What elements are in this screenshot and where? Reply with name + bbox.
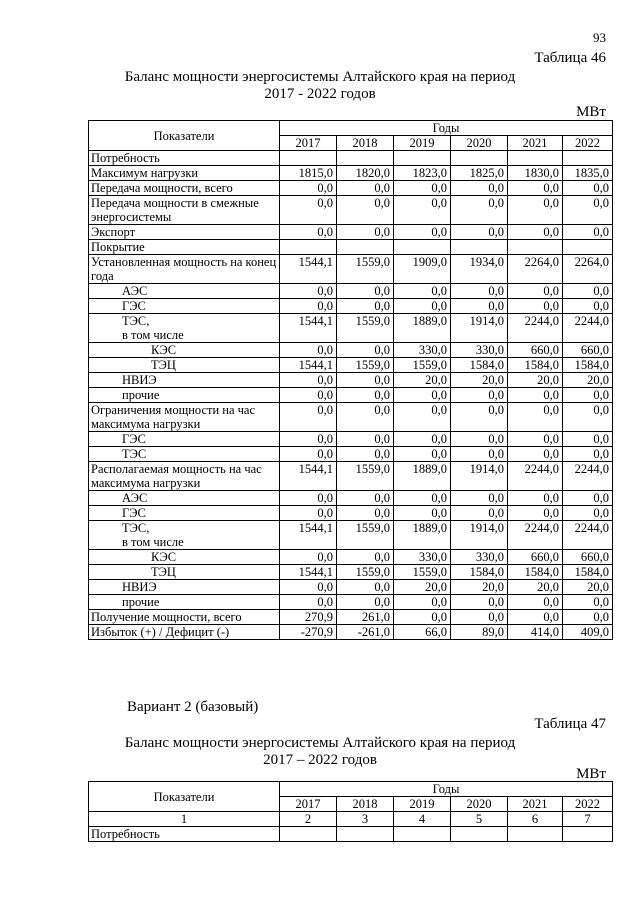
value-cell: 0,0 [563,181,613,196]
value-cell: 0,0 [563,225,613,240]
value-cell: 330,0 [451,343,508,358]
value-cell: 0,0 [451,299,508,314]
value-cell: 1584,0 [451,565,508,580]
year-header: 2021 [508,136,563,151]
value-cell: 2244,0 [563,521,613,550]
value-cell: 0,0 [280,491,337,506]
value-cell: 0,0 [563,403,613,432]
value-cell: 0,0 [394,225,451,240]
header-row [89,782,613,797]
row-label [89,521,280,550]
value-cell: 20,0 [451,580,508,595]
row-label-text: Максимум нагрузки [91,166,199,180]
row-label-text: Потребность [91,151,160,165]
value-cell: 0,0 [394,299,451,314]
row-label [89,151,280,166]
table-row [89,181,613,196]
value-cell: 1559,0 [337,565,394,580]
value-cell: -261,0 [337,625,394,640]
value-cell: 1584,0 [451,358,508,373]
value-cell: 0,0 [280,343,337,358]
value-cell: 0,0 [337,388,394,403]
table-47 [88,781,613,842]
value-cell: 1823,0 [394,166,451,181]
value-cell: 66,0 [394,625,451,640]
row-label-text: Передача мощности в смежные энергосистемы [91,196,259,224]
year-header: 2022 [563,797,613,812]
year-header: 2017 [280,797,337,812]
column-number: 2 [280,812,337,827]
value-cell: 0,0 [451,491,508,506]
value-cell: 1584,0 [508,565,563,580]
row-label-text: ТЭС, [122,521,150,535]
table-row [89,388,613,403]
value-cell: 1815,0 [280,166,337,181]
row-label [89,314,280,343]
row-label [89,506,280,521]
row-label-subtext: в том числе [122,328,184,342]
row-label [89,181,280,196]
value-cell: 0,0 [337,447,394,462]
value-cell: 0,0 [337,595,394,610]
value-cell: 0,0 [451,506,508,521]
row-label [89,225,280,240]
value-cell: 0,0 [337,373,394,388]
table-row [89,521,613,550]
table-row [89,255,613,284]
value-cell: 409,0 [563,625,613,640]
row-label-text: Ограничения мощности на час максимума нагрузки [91,403,256,431]
value-cell: 1889,0 [394,314,451,343]
header-indicator: Показатели [89,121,280,151]
value-cell: 0,0 [508,432,563,447]
value-cell: 0,0 [508,299,563,314]
value-cell: 2244,0 [563,462,613,491]
value-cell: 0,0 [337,284,394,299]
value-cell [451,151,508,166]
value-cell [563,151,613,166]
value-cell [508,240,563,255]
row-label [89,166,280,181]
row-label-text: НВИЭ [122,580,157,594]
value-cell: 660,0 [563,550,613,565]
value-cell: 1559,0 [337,314,394,343]
table-row [89,299,613,314]
value-cell: 0,0 [508,284,563,299]
row-label [89,255,280,284]
value-cell: 0,0 [508,225,563,240]
table-row [89,166,613,181]
table-row [89,827,613,842]
row-label [89,580,280,595]
year-header: 2019 [394,136,451,151]
table-row [89,491,613,506]
value-cell: 660,0 [508,343,563,358]
value-cell: 0,0 [508,610,563,625]
value-cell: 1559,0 [337,255,394,284]
value-cell: 0,0 [508,196,563,225]
row-label-text: АЭС [122,491,148,505]
value-cell [563,827,613,842]
value-cell: 0,0 [451,225,508,240]
value-cell: 0,0 [394,181,451,196]
value-cell: 0,0 [451,595,508,610]
value-cell: 1559,0 [337,462,394,491]
row-label [89,462,280,491]
value-cell: 0,0 [337,196,394,225]
header-years: Годы [280,782,613,797]
row-label-text: прочие [122,388,160,402]
value-cell [451,240,508,255]
value-cell: 1544,1 [280,255,337,284]
row-label [89,491,280,506]
value-cell: 660,0 [508,550,563,565]
table-row [89,151,613,166]
value-cell [337,240,394,255]
value-cell: 20,0 [508,580,563,595]
value-cell [337,827,394,842]
value-cell: 270,9 [280,610,337,625]
value-cell: 1830,0 [508,166,563,181]
value-cell: 0,0 [394,284,451,299]
table-row [89,580,613,595]
page-number: 93 [593,30,606,45]
table-row [89,403,613,432]
value-cell: 1544,1 [280,565,337,580]
column-number: 4 [394,812,451,827]
table-row [89,550,613,565]
value-cell: 89,0 [451,625,508,640]
row-label-text: прочие [122,595,160,609]
year-header: 2020 [451,136,508,151]
value-cell: 0,0 [337,491,394,506]
value-cell [563,240,613,255]
value-cell: 0,0 [563,432,613,447]
value-cell: 0,0 [508,506,563,521]
value-cell: 0,0 [563,284,613,299]
value-cell: 0,0 [394,432,451,447]
value-cell: 0,0 [280,595,337,610]
value-cell: 0,0 [394,196,451,225]
value-cell [394,827,451,842]
year-header: 2017 [280,136,337,151]
value-cell: 0,0 [451,388,508,403]
row-label-text: ТЭС, [122,314,150,328]
table-46-title [0,69,640,103]
value-cell: 0,0 [563,196,613,225]
value-cell: 0,0 [337,343,394,358]
header-years: Годы [280,121,613,136]
row-label-text: Потребность [91,827,160,841]
value-cell: 0,0 [280,447,337,462]
value-cell: 0,0 [563,610,613,625]
header-indicator: Показатели [89,782,280,812]
value-cell: 0,0 [337,225,394,240]
value-cell: 1889,0 [394,521,451,550]
value-cell: 0,0 [563,491,613,506]
row-label [89,610,280,625]
row-label-text: ГЭС [122,299,146,313]
value-cell: 0,0 [508,181,563,196]
row-label [89,373,280,388]
row-label-text: Получение мощности, всего [91,610,242,624]
value-cell: 0,0 [280,550,337,565]
year-header: 2021 [508,797,563,812]
table-row [89,565,613,580]
table-row [89,625,613,640]
row-label [89,284,280,299]
column-number: 3 [337,812,394,827]
value-cell: 1544,1 [280,314,337,343]
row-label [89,447,280,462]
table-row [89,447,613,462]
row-label-text: Установленная мощность на конец года [91,255,277,283]
value-cell: 1584,0 [563,565,613,580]
row-label [89,625,280,640]
value-cell: 0,0 [508,447,563,462]
table-row [89,595,613,610]
value-cell: 1559,0 [337,521,394,550]
table-47-title [0,735,640,769]
row-label-text: Передача мощности, всего [91,181,233,195]
value-cell: 0,0 [508,491,563,506]
value-cell: 0,0 [280,225,337,240]
row-label [89,827,280,842]
row-label-text: Избыток (+) / Дефицит (-) [91,625,230,639]
value-cell [280,151,337,166]
value-cell: 0,0 [563,595,613,610]
row-label-text: ГЭС [122,506,146,520]
row-label [89,403,280,432]
table-47-label: Таблица 47 [534,716,606,732]
value-cell: 0,0 [451,403,508,432]
row-label [89,358,280,373]
value-cell [508,827,563,842]
value-cell [508,151,563,166]
value-cell: 0,0 [280,284,337,299]
year-header: 2020 [451,797,508,812]
value-cell: 1544,1 [280,462,337,491]
value-cell: 0,0 [280,580,337,595]
column-number: 7 [563,812,613,827]
value-cell: 0,0 [337,506,394,521]
value-cell: 0,0 [337,550,394,565]
value-cell: 1559,0 [394,358,451,373]
value-cell: 0,0 [563,388,613,403]
table-row [89,462,613,491]
value-cell: 0,0 [508,403,563,432]
table-46-label: Таблица 46 [534,50,606,66]
table-row [89,610,613,625]
value-cell: 2244,0 [508,314,563,343]
table-row [89,432,613,447]
value-cell [394,151,451,166]
value-cell: 660,0 [563,343,613,358]
table-row [89,284,613,299]
value-cell: 1559,0 [337,358,394,373]
table-row [89,358,613,373]
row-label-text: ТЭЦ [151,565,176,579]
value-cell: 0,0 [394,491,451,506]
value-cell: 2244,0 [563,314,613,343]
value-cell: 1544,1 [280,358,337,373]
value-cell: 1934,0 [451,255,508,284]
table-row [89,373,613,388]
value-cell: 330,0 [394,550,451,565]
value-cell [451,827,508,842]
value-cell: 0,0 [451,432,508,447]
table-46-unit: МВт [576,104,606,120]
column-number: 6 [508,812,563,827]
value-cell: 0,0 [563,299,613,314]
row-label [89,240,280,255]
value-cell [280,240,337,255]
row-label-text: КЭС [151,343,177,357]
value-cell: 2264,0 [563,255,613,284]
value-cell: 414,0 [508,625,563,640]
row-label [89,550,280,565]
year-header: 2022 [563,136,613,151]
value-cell: 0,0 [394,388,451,403]
numbering-row [89,812,613,827]
variant-heading: Вариант 2 (базовый) [127,699,259,715]
value-cell: 2264,0 [508,255,563,284]
value-cell: 0,0 [337,181,394,196]
value-cell: 0,0 [337,580,394,595]
row-label [89,595,280,610]
value-cell: 330,0 [394,343,451,358]
row-label [89,196,280,225]
year-header: 2019 [394,797,451,812]
column-number: 5 [451,812,508,827]
value-cell: 0,0 [337,403,394,432]
value-cell: 1584,0 [508,358,563,373]
row-label-text: ТЭЦ [151,358,176,372]
row-label-text: КЭС [151,550,177,564]
value-cell: 0,0 [280,196,337,225]
value-cell: 1914,0 [451,462,508,491]
value-cell: 0,0 [280,299,337,314]
table-46-title-line1: Баланс мощности энергосистемы Алтайского края на период [124,69,516,85]
value-cell: 0,0 [280,388,337,403]
value-cell [280,827,337,842]
row-label [89,565,280,580]
row-label [89,388,280,403]
value-cell: 0,0 [280,181,337,196]
table-row [89,240,613,255]
row-label-text: ТЭС [122,447,147,461]
table-row [89,343,613,358]
row-label-text: АЭС [122,284,148,298]
value-cell: 0,0 [451,196,508,225]
value-cell: 1909,0 [394,255,451,284]
row-label [89,432,280,447]
value-cell: 0,0 [508,595,563,610]
value-cell: 0,0 [563,506,613,521]
table-46 [88,120,613,640]
table-row [89,314,613,343]
value-cell: 330,0 [451,550,508,565]
value-cell: 1559,0 [394,565,451,580]
table-47-title-line1: Баланс мощности энергосистемы Алтайского края на период [124,735,516,751]
row-label-text: Экспорт [91,225,136,239]
value-cell: 0,0 [394,595,451,610]
value-cell: 0,0 [337,432,394,447]
table-47-title-line2: 2017 – 2022 годов [263,752,377,768]
value-cell: 0,0 [280,373,337,388]
value-cell: 1584,0 [563,358,613,373]
table-row [89,196,613,225]
value-cell: 1825,0 [451,166,508,181]
value-cell: 20,0 [394,580,451,595]
value-cell: 0,0 [451,610,508,625]
value-cell: 261,0 [337,610,394,625]
value-cell: 0,0 [394,403,451,432]
value-cell: 2244,0 [508,521,563,550]
value-cell: 0,0 [280,432,337,447]
value-cell: 2244,0 [508,462,563,491]
value-cell: 1914,0 [451,314,508,343]
value-cell: 0,0 [451,447,508,462]
value-cell: 20,0 [508,373,563,388]
row-label [89,299,280,314]
value-cell: 0,0 [280,506,337,521]
value-cell: 20,0 [394,373,451,388]
row-label-text: ГЭС [122,432,146,446]
value-cell: 0,0 [451,181,508,196]
value-cell: 20,0 [563,580,613,595]
row-label-text: Покрытие [91,240,145,254]
value-cell: 0,0 [280,403,337,432]
value-cell: 1889,0 [394,462,451,491]
row-label-text: НВИЭ [122,373,157,387]
value-cell: 20,0 [451,373,508,388]
table-46-title-line2: 2017 - 2022 годов [264,86,376,102]
value-cell: 0,0 [394,447,451,462]
year-header: 2018 [337,797,394,812]
row-label-subtext: в том числе [122,535,184,549]
value-cell: 0,0 [394,506,451,521]
value-cell [394,240,451,255]
value-cell: 0,0 [563,447,613,462]
value-cell: 0,0 [451,284,508,299]
header-row [89,121,613,136]
table-row [89,506,613,521]
value-cell: 20,0 [563,373,613,388]
row-label-text: Располагаемая мощность на час максимума нагрузки [91,462,262,490]
value-cell [337,151,394,166]
table-row [89,225,613,240]
value-cell: 1835,0 [563,166,613,181]
value-cell: 0,0 [337,299,394,314]
year-header: 2018 [337,136,394,151]
value-cell: -270,9 [280,625,337,640]
value-cell: 0,0 [394,610,451,625]
value-cell: 0,0 [508,388,563,403]
value-cell: 1544,1 [280,521,337,550]
value-cell: 1914,0 [451,521,508,550]
column-number: 1 [89,812,280,827]
value-cell: 1820,0 [337,166,394,181]
row-label [89,343,280,358]
table-47-unit: МВт [576,766,606,782]
